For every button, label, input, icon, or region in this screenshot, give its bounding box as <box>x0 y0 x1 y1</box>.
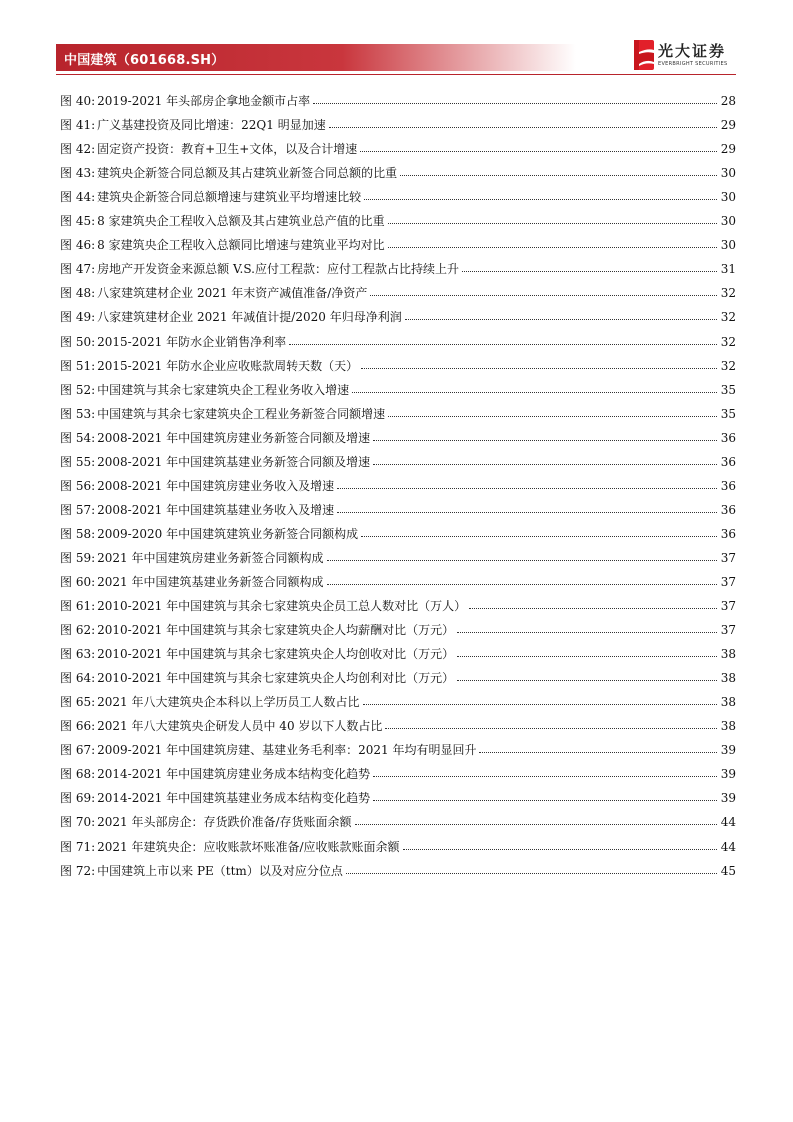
figure-title: 中国建筑与其余七家建筑央企工程业务收入增速 <box>97 382 350 397</box>
dot-leader <box>373 440 717 441</box>
header-divider <box>56 74 736 75</box>
toc-entry[interactable] <box>60 84 736 108</box>
toc-entry[interactable] <box>60 661 736 685</box>
figure-number: 图 66: <box>60 719 96 734</box>
toc-entry[interactable] <box>60 829 736 853</box>
figure-number: 图 45: <box>60 214 96 229</box>
figure-number: 图 50: <box>60 334 96 349</box>
dot-leader <box>337 512 717 513</box>
figure-title: 2010-2021 年中国建筑与其余七家建筑央企人均薪酬对比（万元） <box>97 623 455 638</box>
figure-title: 2014-2021 年中国建筑基建业务成本结构变化趋势 <box>97 791 371 806</box>
toc-entry[interactable] <box>60 421 736 445</box>
page-number: 35 <box>720 382 736 397</box>
figure-title: 2021 年八大建筑央企本科以上学历员工人数占比 <box>97 695 360 710</box>
figure-number: 图 62: <box>60 623 96 638</box>
toc-entry[interactable] <box>60 685 736 709</box>
dot-leader <box>289 344 717 345</box>
figure-number: 图 59: <box>60 550 96 565</box>
toc-entry[interactable] <box>60 300 736 324</box>
toc-entry[interactable] <box>60 613 736 637</box>
figure-number: 图 63: <box>60 647 96 662</box>
dot-leader <box>327 560 717 561</box>
dot-leader <box>337 488 717 489</box>
toc-entry[interactable] <box>60 517 736 541</box>
page-number: 32 <box>720 334 736 349</box>
figure-number: 图 47: <box>60 262 96 277</box>
page-number: 38 <box>720 647 736 662</box>
page-number: 38 <box>720 719 736 734</box>
logo-chinese-name: 光大证券 <box>658 42 727 60</box>
figure-title: 建筑央企新签合同总额增速与建筑业平均增速比较 <box>97 190 362 205</box>
page-number: 30 <box>720 238 736 253</box>
dot-leader <box>355 824 717 825</box>
dot-leader <box>462 271 717 272</box>
figure-number: 图 48: <box>60 286 96 301</box>
toc-entry[interactable] <box>60 324 736 348</box>
page-number: 37 <box>720 599 736 614</box>
figure-title: 2009-2021 年中国建筑房建、基建业务毛利率：2021 年均有明显回升 <box>97 743 477 758</box>
figure-title: 8 家建筑央企工程收入总额同比增速与建筑业平均对比 <box>97 238 385 253</box>
dot-leader <box>400 175 717 176</box>
figure-number: 图 55: <box>60 454 96 469</box>
page-number: 36 <box>720 454 736 469</box>
dot-leader <box>457 680 717 681</box>
figure-title: 八家建筑建材企业 2021 年减值计提/2020 年归母净利润 <box>97 310 402 325</box>
logo-english-name: EVERBRIGHT SECURITIES <box>658 61 728 67</box>
figure-number: 图 41: <box>60 118 96 133</box>
page-number: 32 <box>720 286 736 301</box>
figure-title: 2008-2021 年中国建筑基建业务新签合同额及增速 <box>97 454 371 469</box>
toc-entry[interactable] <box>60 733 736 757</box>
figure-title: 建筑央企新签合同总额及其占建筑业新签合同总额的比重 <box>97 166 398 181</box>
dot-leader <box>405 319 717 320</box>
page-number: 36 <box>720 502 736 517</box>
toc-entry[interactable] <box>60 805 736 829</box>
page-number: 39 <box>720 743 736 758</box>
figure-number: 图 46: <box>60 238 96 253</box>
dot-leader <box>327 584 717 585</box>
toc-entry[interactable] <box>60 349 736 373</box>
page-number: 36 <box>720 526 736 541</box>
figure-title: 2009-2020 年中国建筑建筑业务新签合同额构成 <box>97 526 359 541</box>
page-number: 32 <box>720 358 736 373</box>
dot-leader <box>313 103 717 104</box>
dot-leader <box>385 728 716 729</box>
toc-entry[interactable] <box>60 781 736 805</box>
toc-entry[interactable] <box>60 108 736 132</box>
toc-entry[interactable] <box>60 565 736 589</box>
toc-entry[interactable] <box>60 397 736 421</box>
report-title: 中国建筑（601668.SH） <box>64 53 225 68</box>
dot-leader <box>361 536 717 537</box>
figure-number: 图 72: <box>60 863 96 878</box>
figure-title: 2019-2021 年头部房企拿地金额市占率 <box>97 94 311 109</box>
figure-number: 图 71: <box>60 839 96 854</box>
figure-number: 图 44: <box>60 190 96 205</box>
toc-entry[interactable] <box>60 276 736 300</box>
dot-leader <box>457 632 717 633</box>
figure-title: 2021 年头部房企：存货跌价准备/存货账面余额 <box>97 815 352 830</box>
page-number: 38 <box>720 671 736 686</box>
dot-leader <box>373 776 717 777</box>
dot-leader <box>346 873 717 874</box>
figure-number: 图 49: <box>60 310 96 325</box>
toc-entry[interactable] <box>60 541 736 565</box>
page-number: 39 <box>720 791 736 806</box>
figure-title: 2015-2021 年防水企业应收账款周转天数（天） <box>97 358 359 373</box>
page-number: 35 <box>720 406 736 421</box>
page-number: 44 <box>720 815 736 830</box>
page-number: 36 <box>720 478 736 493</box>
figure-number: 图 56: <box>60 478 96 493</box>
toc-entry[interactable] <box>60 854 736 878</box>
figure-number: 图 57: <box>60 502 96 517</box>
page-number: 45 <box>720 863 736 878</box>
toc-entry[interactable] <box>60 156 736 180</box>
figure-title: 2021 年八大建筑央企研发人员中 40 岁以下人数占比 <box>97 719 383 734</box>
figure-number: 图 67: <box>60 743 96 758</box>
toc-entry[interactable] <box>60 589 736 613</box>
toc-entry[interactable] <box>60 252 736 276</box>
figure-number: 图 58: <box>60 526 96 541</box>
figure-title: 2021 年中国建筑基建业务新签合同额构成 <box>97 574 324 589</box>
page-number: 37 <box>720 574 736 589</box>
figure-title: 八家建筑建材企业 2021 年末资产减值准备/净资产 <box>97 286 368 301</box>
dot-leader <box>329 127 717 128</box>
page-number: 37 <box>720 550 736 565</box>
figure-title: 房地产开发资金来源总额 V.S.应付工程款：应付工程款占比持续上升 <box>97 262 459 277</box>
figure-number: 图 40: <box>60 94 96 109</box>
figure-title: 2021 年中国建筑房建业务新签合同额构成 <box>97 550 324 565</box>
dot-leader <box>388 247 717 248</box>
dot-leader <box>388 223 717 224</box>
figure-title: 2021 年建筑央企：应收账款坏账准备/应收账款账面余额 <box>97 839 400 854</box>
page-number: 39 <box>720 767 736 782</box>
figure-number: 图 53: <box>60 406 96 421</box>
figure-title: 固定资产投资：教育+卫生+文体，以及合计增速 <box>97 142 358 157</box>
dot-leader <box>403 849 717 850</box>
dot-leader <box>457 656 717 657</box>
page-number: 30 <box>720 190 736 205</box>
figure-number: 图 60: <box>60 574 96 589</box>
figure-title: 中国建筑与其余七家建筑央企工程业务新签合同额增速 <box>97 406 386 421</box>
dot-leader <box>363 704 717 705</box>
dot-leader <box>479 752 716 753</box>
toc-entry[interactable] <box>60 204 736 228</box>
figure-number: 图 42: <box>60 142 96 157</box>
everbright-logo-icon <box>634 40 654 70</box>
figure-number: 图 61: <box>60 599 96 614</box>
toc-entry[interactable] <box>60 373 736 397</box>
toc-entry[interactable] <box>60 445 736 469</box>
figure-number: 图 64: <box>60 671 96 686</box>
dot-leader <box>373 800 717 801</box>
toc-entry[interactable] <box>60 637 736 661</box>
toc-entry[interactable] <box>60 180 736 204</box>
figure-title: 2014-2021 年中国建筑房建业务成本结构变化趋势 <box>97 767 371 782</box>
toc-entry[interactable] <box>60 757 736 781</box>
figure-number: 图 65: <box>60 695 96 710</box>
figure-number: 图 70: <box>60 815 96 830</box>
page-header <box>56 44 736 71</box>
header-banner <box>56 44 576 71</box>
figure-title: 2008-2021 年中国建筑基建业务收入及增速 <box>97 502 335 517</box>
figure-number: 图 51: <box>60 358 96 373</box>
dot-leader <box>469 608 717 609</box>
figure-title: 2010-2021 年中国建筑与其余七家建筑央企员工总人数对比（万人） <box>97 599 467 614</box>
brand-logo <box>634 40 738 72</box>
dot-leader <box>361 368 717 369</box>
figure-number: 图 69: <box>60 791 96 806</box>
figure-title: 2008-2021 年中国建筑房建业务新签合同额及增速 <box>97 430 371 445</box>
toc-entry[interactable] <box>60 709 736 733</box>
figure-list <box>60 84 736 878</box>
figure-title: 2008-2021 年中国建筑房建业务收入及增速 <box>97 478 335 493</box>
figure-title: 8 家建筑央企工程收入总额及其占建筑业总产值的比重 <box>97 214 385 229</box>
toc-entry[interactable] <box>60 132 736 156</box>
page-number: 29 <box>720 118 736 133</box>
figure-title: 2015-2021 年防水企业销售净利率 <box>97 334 287 349</box>
dot-leader <box>360 151 716 152</box>
figure-title: 广义基建投资及同比增速：22Q1 明显加速 <box>97 118 326 133</box>
figure-number: 图 43: <box>60 166 96 181</box>
figure-number: 图 52: <box>60 382 96 397</box>
page-number: 36 <box>720 430 736 445</box>
page-number: 30 <box>720 214 736 229</box>
dot-leader <box>373 464 717 465</box>
toc-entry[interactable] <box>60 493 736 517</box>
dot-leader <box>388 416 717 417</box>
figure-title: 2010-2021 年中国建筑与其余七家建筑央企人均创利对比（万元） <box>97 671 455 686</box>
toc-entry[interactable] <box>60 469 736 493</box>
figure-title: 中国建筑上市以来 PE（ttm）以及对应分位点 <box>97 863 343 878</box>
page-number: 44 <box>720 839 736 854</box>
toc-entry[interactable] <box>60 228 736 252</box>
page-number: 29 <box>720 142 736 157</box>
page-number: 28 <box>720 94 736 109</box>
page-number: 32 <box>720 310 736 325</box>
figure-number: 图 68: <box>60 767 96 782</box>
dot-leader <box>352 392 717 393</box>
figure-number: 图 54: <box>60 430 96 445</box>
page-number: 38 <box>720 695 736 710</box>
dot-leader <box>370 295 716 296</box>
page-number: 30 <box>720 166 736 181</box>
page-number: 37 <box>720 623 736 638</box>
figure-title: 2010-2021 年中国建筑与其余七家建筑央企人均创收对比（万元） <box>97 647 455 662</box>
page-number: 31 <box>720 262 736 277</box>
dot-leader <box>364 199 717 200</box>
